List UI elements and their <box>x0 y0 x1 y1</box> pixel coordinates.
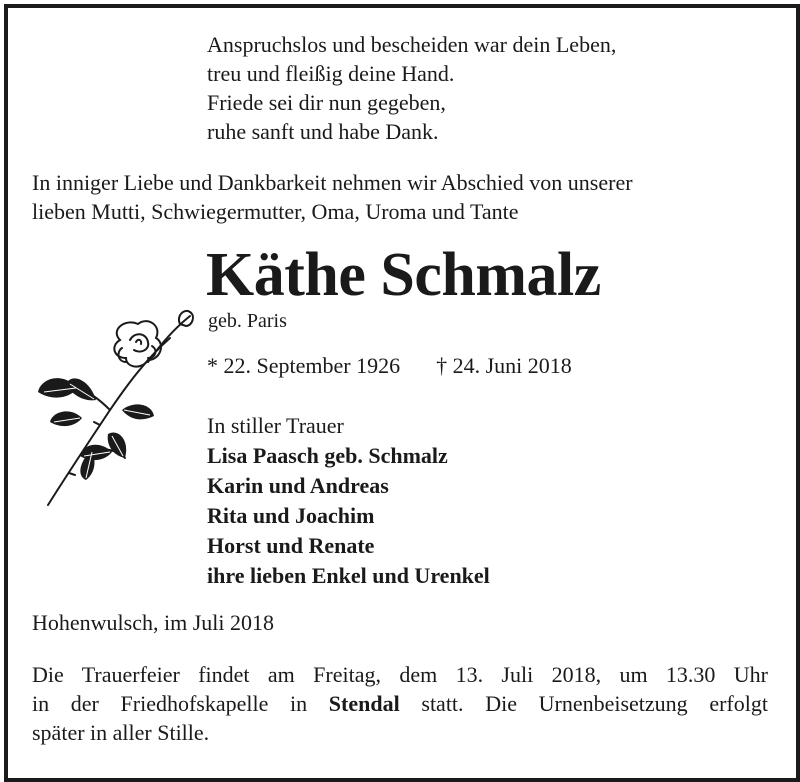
service-info <box>32 660 768 747</box>
mourner: ihre lieben Enkel und Urenkel <box>207 563 490 588</box>
birth-date: * 22. September 1926 <box>207 353 401 378</box>
maiden-name: geb. Paris <box>208 310 287 332</box>
deceased-name: Käthe Schmalz <box>206 241 601 309</box>
mourner: Rita und Joachim <box>207 503 375 528</box>
service-line <box>32 689 768 718</box>
service-line: später in aller Stille. <box>32 720 210 745</box>
poem-line: Friede sei dir nun gegeben, <box>207 90 446 115</box>
poem-line: ruhe sanft und habe Dank. <box>207 119 439 144</box>
mourner: Horst und Renate <box>207 533 375 558</box>
life-dates <box>207 352 572 380</box>
intro-line: lieben Mutti, Schwiegermutter, Oma, Uroma und Tante <box>32 199 519 224</box>
poem-line: Anspruchslos und bescheiden war dein Leben, <box>207 32 617 57</box>
service-text: statt. Die Urnenbeisetzung erfolgt <box>399 691 768 716</box>
intro-line: In inniger Liebe und Dankbarkeit nehmen wir Abschied von unserer <box>32 170 633 195</box>
poem-line: treu und fleißig deine Hand. <box>207 61 455 86</box>
place-date: Hohenwulsch, im Juli 2018 <box>32 610 274 635</box>
mourners-heading: In stiller Trauer <box>207 413 344 438</box>
service-line: Die Trauerfeier findet am Freitag, dem 13. Juli 2018, um 13.30 Uhr <box>32 662 768 687</box>
poem <box>207 30 616 146</box>
death-date: † 24. Juni 2018 <box>436 353 572 378</box>
mourners <box>207 411 490 591</box>
intro-text <box>32 168 772 226</box>
service-text: in der Friedhofskapelle in <box>32 691 329 716</box>
service-location: Stendal <box>328 691 400 716</box>
mourner: Lisa Paasch geb. Schmalz <box>207 443 448 468</box>
mourner: Karin und Andreas <box>207 473 389 498</box>
rose-icon <box>30 300 200 510</box>
